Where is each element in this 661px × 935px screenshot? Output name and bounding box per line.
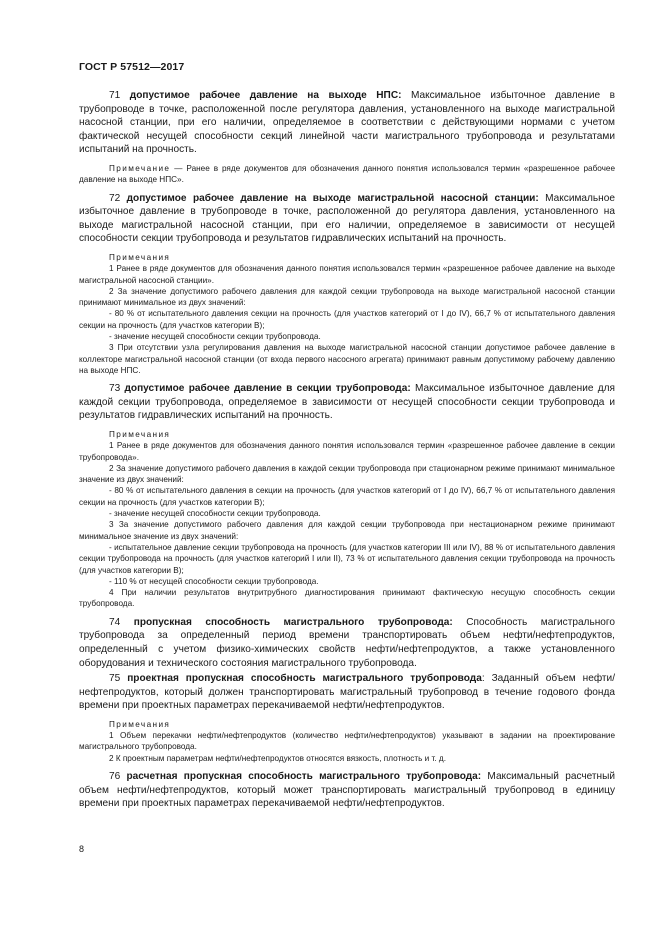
term-72 xyxy=(79,192,615,246)
note-item: 1 Ранее в ряде документов для обозначения данного понятия использовался термин «разрешенное рабочее давление в секции трубопровода». xyxy=(79,441,615,462)
document-body xyxy=(79,89,615,817)
term-74 xyxy=(79,616,615,670)
term-definition: Способность магистрального трубопровода за определенный период времени транспортировать объем нефти/нефтепродуктов, определенный с учетом физико-химических свойств нефти/нефтепродуктов, а также установленного оборудования и технического состояния магистрального трубопровода. xyxy=(79,616,615,669)
term-title: допустимое рабочее давление на выходе НПС: xyxy=(129,90,402,101)
term-75 xyxy=(79,672,615,713)
note-item: 2 За значение допустимого рабочего давления для каждой секции трубопровода на выходе магистральной насосной станции принимают минимальное из двух значений: xyxy=(79,286,615,308)
note-71 xyxy=(79,163,615,186)
term-number: 74 xyxy=(109,616,121,628)
note-item: - испытательное давление секции трубопровода на прочность (для участков категории III или IV), 88 % от испытательного давления секции трубопровода на прочность (для участков категорий I или II), 73 % от испытательного давления секции трубопровода на прочность (для участков категории В); xyxy=(79,542,615,575)
notes-heading: Примечания xyxy=(109,719,171,729)
term-title: допустимое рабочее давление на выходе магистральной насосной станции: xyxy=(126,192,539,204)
term-number: 73 xyxy=(109,383,121,395)
term-definition: Максимальное избыточное давление в трубопроводе в точке, расположенной после регулятора давления, установленного на выходе магистральной насосной станции, при его наличии, определяемое в соответствии с действующими нормами с учетом фактической несущей способности секций линейной части магистрального трубопровода и результатами испытаний на прочность. xyxy=(79,90,615,156)
note-item: - значение несущей способности секции трубопровода. xyxy=(109,509,321,519)
note-item: - 110 % от несущей способности секции трубопровода. xyxy=(109,576,319,586)
term-number: 76 xyxy=(109,771,121,783)
page-number: 8 xyxy=(79,844,85,854)
document-header: ГОСТ Р 57512—2017 xyxy=(79,61,185,73)
term-title: пропускная способность магистрального трубопровода: xyxy=(133,616,453,628)
note-item: - значение несущей способности секции трубопровода. xyxy=(109,332,321,342)
term-71 xyxy=(79,89,615,157)
note-item: 2 К проектным параметрам нефти/нефтепродуктов относятся вязкость, плотность и т. д. xyxy=(109,753,446,763)
note-item: 2 За значение допустимого рабочего давления в каждой секции трубопровода при стационарном режиме принимают минимальное значение из двух значений: xyxy=(79,463,615,485)
term-title: проектная пропускная способность магистрального трубопровода xyxy=(127,673,482,685)
term-definition: : Заданный объем нефти/нефтепродуктов, который должен транспортировать магистральный трубопровод в течение годового фонда времени при проектных параметрах перекачиваемой нефти/нефтепродуктов. xyxy=(79,673,615,712)
term-title: допустимое рабочее давление в секции трубопровода: xyxy=(124,383,411,395)
term-76 xyxy=(79,770,615,811)
note-text: — Ранее в ряде документов для обозначения данного понятия использовался термин «разрешенное рабочее давление на выходе НПС». xyxy=(79,163,615,185)
note-item: 1 Ранее в ряде документов для обозначения данного понятия использовался термин «разрешенное рабочее давление на выходе магистральной насосной станции». xyxy=(79,264,615,285)
note-label: Примечание xyxy=(109,163,171,173)
term-73 xyxy=(79,382,615,423)
notes-heading: Примечания xyxy=(109,252,171,262)
note-item: 3 За значение допустимого рабочего давления для каждой секции трубопровода при нестационарном режиме принимают минимальное значение из двух значений: xyxy=(79,520,615,541)
term-number: 75 xyxy=(109,673,121,685)
note-item: - 80 % от испытательного давления секции на прочность (для участков категорий от I до IV), 66,7 % от испытательного давления секции на прочность (для участков категории В); xyxy=(79,309,615,330)
term-definition: Максимальное избыточное давление для каждой секции трубопровода, определяемое в зависимости от несущей способности секции трубопровода и результатов гидравлических испытаний на прочность. xyxy=(79,383,615,422)
notes-heading: Примечания xyxy=(109,429,171,439)
note-item: 1 Объем перекачки нефти/нефтепродуктов (количество нефти/нефтепродуктов) указывают в задании на проектирование магистрального трубопровода. xyxy=(79,731,615,752)
note-item: 4 При наличии результатов внутритрубного диагностирования принимают фактическую несущую способность секции трубопровода. xyxy=(79,588,615,609)
term-definition: Максимальный расчетный объем нефти/нефтепродуктов, который может транспортировать магистральный трубопровод в единицу времени при проектных параметрах перекачиваемой нефти/нефтепродуктов. xyxy=(79,771,616,810)
term-title: расчетная пропускная способность магистрального трубопровода: xyxy=(126,771,482,783)
term-number: 71 xyxy=(109,90,121,101)
note-item: - 80 % от испытательного давления в секции на прочность (для участков категорий от I до IV), 66,7 % от испытательного давления секции на прочность (для участков категории В); xyxy=(79,486,615,507)
term-number: 72 xyxy=(109,192,121,204)
note-item: 3 При отсутствии узла регулирования давления на выходе магистральной насосной станции допустимое рабочее давление в коллекторе магистральной насосной станции (от входа первого насосного агрегата) принимают равным допустимому рабочему давлению на выходе НПС. xyxy=(79,343,615,375)
term-definition: Максимальное избыточное давление в трубопроводе в точке, расположенной до регулятора давления, установленного на выходе магистральной насосной станции, при его наличии, определяемое в зависимости от несущей способности секции трубопровода и результатов гидравлических испытаний на прочность. xyxy=(79,192,615,245)
